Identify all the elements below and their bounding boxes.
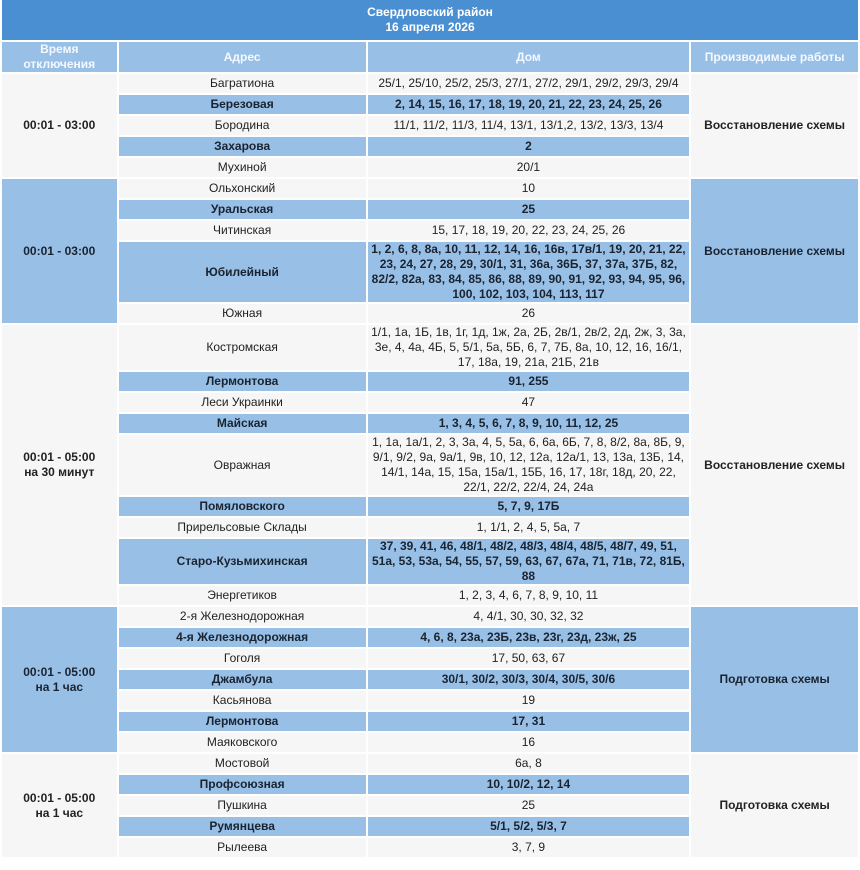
street-name: Пушкина (119, 796, 366, 817)
street-name: 4-я Железнодорожная (119, 628, 366, 649)
house-numbers: 2, 14, 15, 16, 17, 18, 19, 20, 21, 22, 23, 24, 25, 26 (368, 95, 690, 116)
work-type-cell: Восстановление схемы (691, 74, 858, 179)
house-numbers: 1, 1а, 1а/1, 2, 3, 3а, 4, 5, 5а, 6, 6а, 6Б, 7, 8, 8/2, 8а, 8Б, 9, 9/1, 9/2, 9а, 9а/1, 9в, 10, 12, 12а, 12а/1, 13, 13а, 13Б, 14, 14/1, 14а, 15, 15а, 15а/1, 15Б, 16, 17, 18г, 18д, 20, 22, 22/1, 22/2, 22/4, 24, 24а (368, 435, 690, 497)
house-numbers: 47 (368, 393, 690, 414)
house-numbers: 20/1 (368, 158, 690, 179)
outage-time-cell (2, 74, 117, 179)
house-numbers: 19 (368, 691, 690, 712)
house-numbers: 6а, 8 (368, 754, 690, 775)
house-numbers: 4, 6, 8, 23а, 23Б, 23в, 23г, 23д, 23ж, 25 (368, 628, 690, 649)
street-name: Ольхонский (119, 179, 366, 200)
outage-time-range: 00:01 - 05:00 (23, 664, 96, 679)
table-row (2, 325, 858, 372)
house-numbers: 16 (368, 733, 690, 754)
street-name: Джамбула (119, 670, 366, 691)
street-name: Помяловского (119, 497, 366, 518)
house-numbers: 17, 50, 63, 67 (368, 649, 690, 670)
column-header-works: Производимые работы (691, 42, 858, 74)
house-numbers: 1/1, 1а, 1Б, 1в, 1г, 1д, 1ж, 2а, 2Б, 2в/1, 2в/2, 2д, 2ж, 3, 3а, 3е, 4, 4а, 4Б, 5, 5/1, 5а, 5Б, 6, 7, 7Б, 8а, 10, 12, 16, 16/1, 17, 18а, 19, 21а, 21Б, 21в (368, 325, 690, 372)
street-name: Румянцева (119, 817, 366, 838)
table-row (2, 607, 858, 628)
street-name: Майская (119, 414, 366, 435)
street-name: Юбилейный (119, 242, 366, 304)
outage-duration: на 30 минут (24, 465, 95, 479)
street-name: Багратиона (119, 74, 366, 95)
street-name: Южная (119, 304, 366, 325)
house-numbers: 17, 31 (368, 712, 690, 733)
column-header-row (2, 42, 858, 74)
house-numbers: 10, 10/2, 12, 14 (368, 775, 690, 796)
column-header-time: Время отключения (2, 42, 117, 74)
district-title: Свердловский район (367, 5, 493, 19)
street-name: Гоголя (119, 649, 366, 670)
street-name: Маяковского (119, 733, 366, 754)
house-numbers: 25/1, 25/10, 25/2, 25/3, 27/1, 27/2, 29/1, 29/2, 29/3, 29/4 (368, 74, 690, 95)
street-name: Мостовой (119, 754, 366, 775)
table-row (2, 179, 858, 200)
table-caption (2, 0, 858, 42)
table-row (2, 754, 858, 775)
outage-time-range: 00:01 - 05:00 (23, 450, 96, 464)
street-name: Лермонтова (119, 372, 366, 393)
outage-time-cell (2, 754, 117, 859)
street-name: Овражная (119, 435, 366, 497)
outage-time-range: 00:01 - 03:00 (23, 243, 96, 258)
street-name: Энергетиков (119, 586, 366, 607)
street-name: Березовая (119, 95, 366, 116)
work-type-cell: Подготовка схемы (691, 754, 858, 859)
house-numbers: 10 (368, 179, 690, 200)
house-numbers: 5, 7, 9, 17Б (368, 497, 690, 518)
house-numbers: 3, 7, 9 (368, 838, 690, 859)
house-numbers: 1, 2, 6, 8, 8а, 10, 11, 12, 14, 16, 16в, 17в/1, 19, 20, 21, 22, 23, 24, 27, 28, 29, 30/1, 31, 36а, 36Б, 37, 37а, 37Б, 82, 82/2, 82а, 83, 84, 85, 86, 88, 89, 90, 91, 92, 93, 94, 95, 96, 100, 102, 103, 104, 113, 117 (368, 242, 690, 304)
house-numbers: 11/1, 11/2, 11/3, 11/4, 13/1, 13/1,2, 13/2, 13/3, 13/4 (368, 116, 690, 137)
work-type-cell: Восстановление схемы (691, 179, 858, 325)
street-name: Мухиной (119, 158, 366, 179)
street-name: 2-я Железнодорожная (119, 607, 366, 628)
table-row (2, 74, 858, 95)
outage-time-cell (2, 179, 117, 325)
schedule-date: 16 апреля 2026 (385, 20, 475, 34)
house-numbers: 25 (368, 200, 690, 221)
column-header-houses: Дом (368, 42, 690, 74)
outage-time-range: 00:01 - 03:00 (23, 118, 96, 132)
outage-time-cell (2, 607, 117, 754)
street-name: Читинская (119, 221, 366, 242)
house-numbers: 15, 17, 18, 19, 20, 22, 23, 24, 25, 26 (368, 221, 690, 242)
table-body (2, 74, 858, 859)
street-name: Профсоюзная (119, 775, 366, 796)
work-type-cell: Подготовка схемы (691, 607, 858, 754)
street-name: Лермонтова (119, 712, 366, 733)
work-type-cell: Восстановление схемы (691, 325, 858, 607)
outage-time-cell (2, 325, 117, 607)
street-name: Старо-Кузьмихинская (119, 539, 366, 586)
house-numbers: 30/1, 30/2, 30/3, 30/4, 30/5, 30/6 (368, 670, 690, 691)
caption-row (2, 0, 858, 42)
street-name: Рылеева (119, 838, 366, 859)
house-numbers: 1, 2, 3, 4, 6, 7, 8, 9, 10, 11 (368, 586, 690, 607)
street-name: Уральская (119, 200, 366, 221)
column-header-address: Адрес (119, 42, 366, 74)
street-name: Леси Украинки (119, 393, 366, 414)
house-numbers: 1, 3, 4, 5, 6, 7, 8, 9, 10, 11, 12, 25 (368, 414, 690, 435)
outage-time-range: 00:01 - 05:00 (23, 790, 96, 805)
house-numbers: 5/1, 5/2, 5/3, 7 (368, 817, 690, 838)
outage-duration: на 1 час (35, 805, 84, 820)
outage-duration: на 1 час (35, 679, 84, 694)
street-name: Прирельсовые Склады (119, 518, 366, 539)
house-numbers: 25 (368, 796, 690, 817)
house-numbers: 26 (368, 304, 690, 325)
street-name: Касьянова (119, 691, 366, 712)
house-numbers: 4, 4/1, 30, 30, 32, 32 (368, 607, 690, 628)
house-numbers: 37, 39, 41, 46, 48/1, 48/2, 48/3, 48/4, 48/5, 48/7, 49, 51, 51а, 53, 53а, 54, 55, 57, 59, 63, 67, 67а, 71, 71в, 72, 81Б, 88 (368, 539, 690, 586)
house-numbers: 1, 1/1, 2, 4, 5, 5а, 7 (368, 518, 690, 539)
street-name: Бородина (119, 116, 366, 137)
house-numbers: 2 (368, 137, 690, 158)
house-numbers: 91, 255 (368, 372, 690, 393)
street-name: Костромская (119, 325, 366, 372)
street-name: Захарова (119, 137, 366, 158)
